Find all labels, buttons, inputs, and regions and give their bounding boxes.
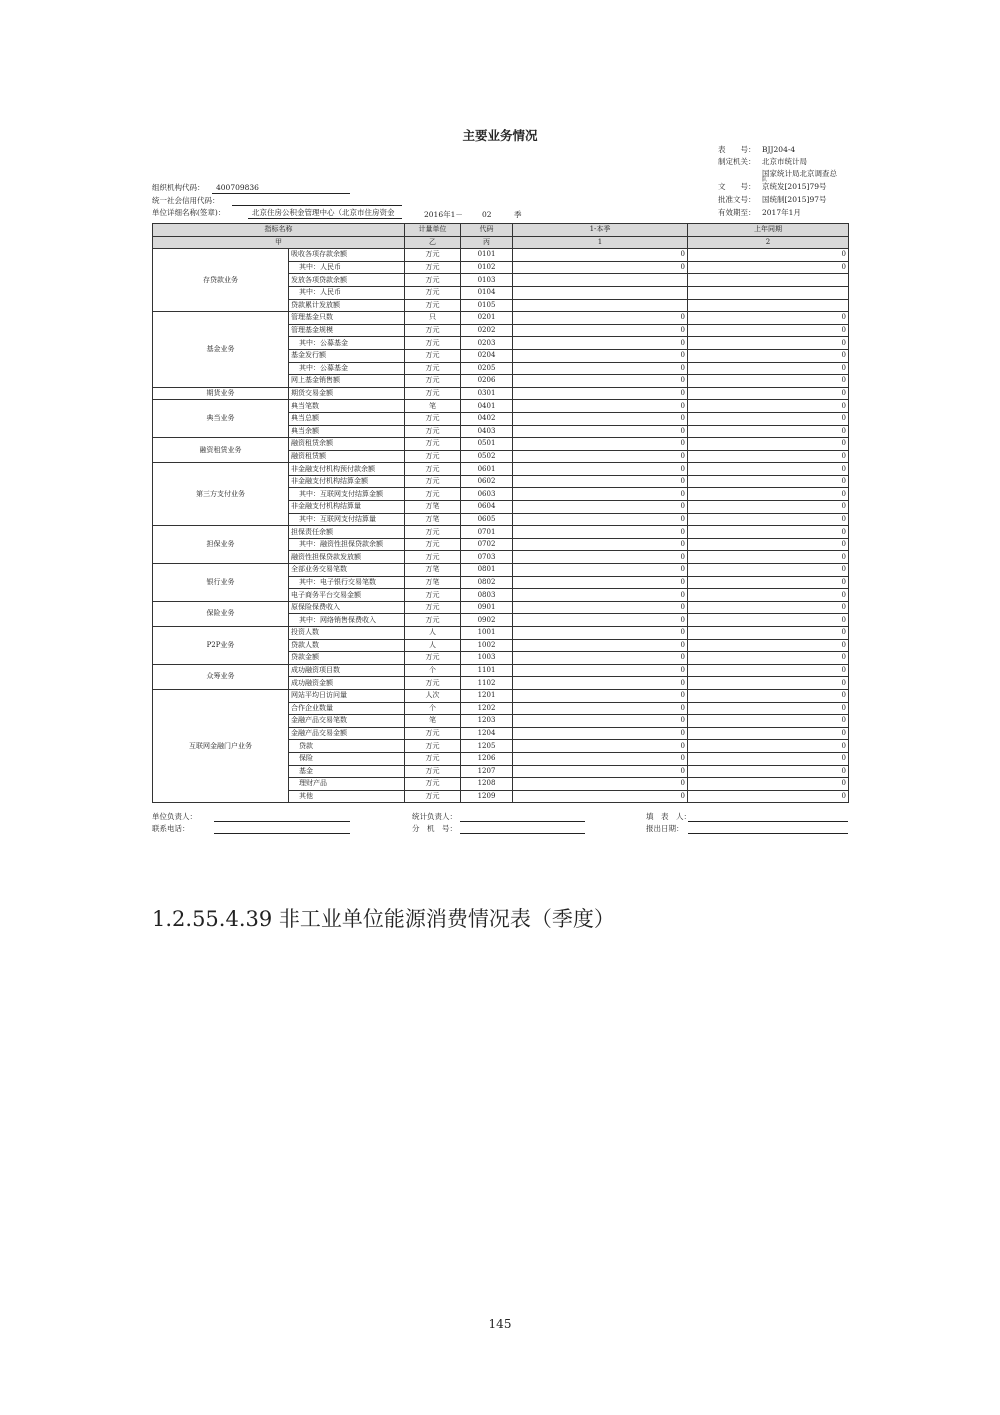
row-name: 管理基金只数: [289, 312, 405, 325]
form-title: 主要业务情况: [462, 128, 538, 143]
row-code: 0902: [461, 614, 513, 627]
row-current: 0: [513, 564, 688, 577]
row-current: 0: [513, 412, 688, 425]
row-unit: 万元: [405, 601, 461, 614]
row-code: 0701: [461, 526, 513, 539]
period-quarter: 02: [482, 210, 492, 219]
row-name: 其中：电子银行交易笔数: [289, 576, 405, 589]
filler-label: 填 表 人：: [646, 812, 691, 821]
row-name: 贷款: [289, 740, 405, 753]
row-code: 1203: [461, 715, 513, 728]
row-unit: 笔: [405, 715, 461, 728]
row-unit: 万笔: [405, 564, 461, 577]
row-name: 电子商务平台交易金额: [289, 589, 405, 602]
authority-2: 国家统计局北京调查总: [762, 169, 837, 178]
subheader-2: 2: [688, 236, 849, 249]
row-name: 融资租赁额: [289, 450, 405, 463]
row-code: 1102: [461, 677, 513, 690]
row-current: 0: [513, 790, 688, 803]
row-unit: 万元: [405, 261, 461, 274]
row-prior: 0: [688, 652, 849, 665]
row-code: 0604: [461, 501, 513, 514]
row-prior: 0: [688, 740, 849, 753]
row-prior: 0: [688, 551, 849, 564]
row-current: 0: [513, 526, 688, 539]
row-unit: 万元: [405, 778, 461, 791]
row-code: 0602: [461, 475, 513, 488]
table-row: [153, 387, 849, 400]
stats-head-line: [460, 821, 585, 822]
row-code: 0105: [461, 299, 513, 312]
row-unit: 万元: [405, 589, 461, 602]
row-current: 0: [513, 627, 688, 640]
row-name: 网上基金销售额: [289, 375, 405, 388]
doc-no: 京统发[2015]79号: [762, 182, 827, 191]
row-name: 基金发行额: [289, 349, 405, 362]
row-name: 管理基金规模: [289, 324, 405, 337]
row-prior: 0: [688, 601, 849, 614]
row-prior: 0: [688, 765, 849, 778]
row-current: 0: [513, 362, 688, 375]
row-unit: 万笔: [405, 576, 461, 589]
row-unit: 万元: [405, 740, 461, 753]
row-unit: 万元: [405, 362, 461, 375]
org-code-underline: [212, 193, 350, 194]
row-prior: 0: [688, 463, 849, 476]
row-code: 1003: [461, 652, 513, 665]
row-current: 0: [513, 387, 688, 400]
row-current: 0: [513, 337, 688, 350]
row-code: 0104: [461, 286, 513, 299]
row-name: 原保险保费收入: [289, 601, 405, 614]
row-prior: 0: [688, 627, 849, 640]
row-name: 非金融支付机构预付款余额: [289, 463, 405, 476]
category-cell: 保险业务: [153, 601, 289, 626]
row-name: 贷款累计发放额: [289, 299, 405, 312]
row-unit: 万元: [405, 286, 461, 299]
row-prior: 0: [688, 425, 849, 438]
header-row: [153, 224, 849, 237]
row-name: 其中：网络销售保费收入: [289, 614, 405, 627]
authority-label: 制定机关：: [718, 157, 756, 166]
row-prior: 0: [688, 513, 849, 526]
row-unit: 万元: [405, 438, 461, 451]
row-prior: 0: [688, 349, 849, 362]
row-unit: 万元: [405, 349, 461, 362]
category-cell: 银行业务: [153, 564, 289, 602]
period-year: 2016年1－: [424, 210, 463, 219]
row-code: 1202: [461, 702, 513, 715]
row-prior: 0: [688, 387, 849, 400]
row-current: 0: [513, 689, 688, 702]
row-name: 基金: [289, 765, 405, 778]
row-current: 0: [513, 576, 688, 589]
table-row: [153, 664, 849, 677]
category-cell: 典当业务: [153, 400, 289, 438]
row-unit: 人: [405, 639, 461, 652]
subheader-c: 丙: [461, 236, 513, 249]
row-current: 0: [513, 463, 688, 476]
row-name: 贷款人数: [289, 639, 405, 652]
row-prior: 0: [688, 576, 849, 589]
header-code: 代码: [461, 224, 513, 237]
row-code: 1208: [461, 778, 513, 791]
row-prior: 0: [688, 375, 849, 388]
row-unit: 万元: [405, 475, 461, 488]
row-current: 0: [513, 312, 688, 325]
row-name: 成功融资项目数: [289, 664, 405, 677]
row-code: 0901: [461, 601, 513, 614]
valid-label: 有效期至：: [718, 208, 756, 217]
row-code: 0601: [461, 463, 513, 476]
row-code: 0301: [461, 387, 513, 400]
category-cell: 期货业务: [153, 387, 289, 400]
row-code: 0801: [461, 564, 513, 577]
row-unit: 笔: [405, 400, 461, 413]
row-unit: 万元: [405, 752, 461, 765]
row-current: 0: [513, 715, 688, 728]
row-code: 0703: [461, 551, 513, 564]
category-cell: 第三方支付业务: [153, 463, 289, 526]
row-current: 0: [513, 538, 688, 551]
row-prior: 0: [688, 412, 849, 425]
subheader-b: 乙: [405, 236, 461, 249]
row-name: 贷款金额: [289, 652, 405, 665]
row-unit: 万元: [405, 412, 461, 425]
row-unit: 万元: [405, 551, 461, 564]
row-name: 其中：互联网支付结算量: [289, 513, 405, 526]
row-name: 合作企业数量: [289, 702, 405, 715]
row-prior: 0: [688, 501, 849, 514]
row-code: 0605: [461, 513, 513, 526]
row-current: 0: [513, 614, 688, 627]
row-code: 0101: [461, 249, 513, 262]
row-code: 0603: [461, 488, 513, 501]
row-code: 1001: [461, 627, 513, 640]
phone-label: 联系电话：: [152, 824, 190, 833]
row-name: 其中：融资性担保贷款余额: [289, 538, 405, 551]
row-code: 1209: [461, 790, 513, 803]
row-prior: 0: [688, 715, 849, 728]
form-no: BJJ204-4: [762, 145, 796, 154]
row-unit: 万笔: [405, 501, 461, 514]
row-code: 1205: [461, 740, 513, 753]
row-code: 0501: [461, 438, 513, 451]
header-indicator: 指标名称: [153, 224, 405, 237]
row-code: 0203: [461, 337, 513, 350]
table-row: [153, 689, 849, 702]
row-prior: 0: [688, 312, 849, 325]
authority-3: 队: [762, 177, 768, 183]
unit-head-label: 单位负责人：: [152, 812, 197, 821]
row-code: 0402: [461, 412, 513, 425]
row-prior: 0: [688, 400, 849, 413]
subheader-1: 1: [513, 236, 688, 249]
row-prior: 0: [688, 564, 849, 577]
extension-label: 分 机 号：: [412, 824, 457, 833]
row-code: 0205: [461, 362, 513, 375]
row-name: 金融产品交易笔数: [289, 715, 405, 728]
row-prior: 0: [688, 261, 849, 274]
row-current: [513, 299, 688, 312]
row-name: 非金融支付机构结算金额: [289, 475, 405, 488]
row-prior: [688, 274, 849, 287]
row-current: 0: [513, 702, 688, 715]
row-current: 0: [513, 740, 688, 753]
row-prior: 0: [688, 639, 849, 652]
extension-line: [460, 833, 585, 834]
row-prior: 0: [688, 778, 849, 791]
row-current: 0: [513, 488, 688, 501]
row-code: 0206: [461, 375, 513, 388]
row-prior: 0: [688, 526, 849, 539]
approval-label: 批准文号：: [718, 195, 756, 204]
row-unit: 只: [405, 312, 461, 325]
row-name: 典当总额: [289, 412, 405, 425]
approval-no: 国统制[2015]97号: [762, 195, 827, 204]
row-prior: [688, 299, 849, 312]
category-cell: P2P业务: [153, 627, 289, 665]
row-prior: 0: [688, 362, 849, 375]
category-cell: 基金业务: [153, 312, 289, 388]
header-prior: 上年同期: [688, 224, 849, 237]
section-heading: 1.2.55.4.39 非工业单位能源消费情况表（季度）: [152, 907, 615, 931]
row-unit: 万元: [405, 652, 461, 665]
table-row: [153, 601, 849, 614]
row-code: 1207: [461, 765, 513, 778]
report-date-line: [688, 833, 848, 834]
row-name: 担保责任余额: [289, 526, 405, 539]
org-code-label: 组织机构代码：: [152, 183, 205, 192]
row-current: 0: [513, 438, 688, 451]
row-prior: 0: [688, 614, 849, 627]
business-table: [152, 223, 849, 803]
row-unit: 万元: [405, 526, 461, 539]
filler-line: [688, 821, 848, 822]
row-prior: 0: [688, 790, 849, 803]
row-unit: 万元: [405, 274, 461, 287]
row-prior: 0: [688, 664, 849, 677]
row-current: 0: [513, 375, 688, 388]
row-unit: 万元: [405, 614, 461, 627]
row-unit: 万笔: [405, 513, 461, 526]
doc-no-label: 文 号：: [718, 182, 756, 191]
category-cell: 担保业务: [153, 526, 289, 564]
row-current: 0: [513, 652, 688, 665]
row-code: 0204: [461, 349, 513, 362]
category-cell: 融资租赁业务: [153, 438, 289, 463]
table-row: [153, 564, 849, 577]
row-current: 0: [513, 677, 688, 690]
row-prior: 0: [688, 450, 849, 463]
row-name: 其中：公募基金: [289, 337, 405, 350]
row-prior: 0: [688, 689, 849, 702]
row-prior: 0: [688, 538, 849, 551]
table-row: [153, 312, 849, 325]
row-current: 0: [513, 589, 688, 602]
row-prior: 0: [688, 337, 849, 350]
row-name: 网站平均日访问量: [289, 689, 405, 702]
subheader-a: 甲: [153, 236, 405, 249]
row-code: 0202: [461, 324, 513, 337]
unit-name-underline: [248, 218, 402, 219]
page-number: 145: [488, 1317, 512, 1331]
credit-code-label: 统一社会信用代码：: [152, 196, 220, 205]
row-current: 0: [513, 349, 688, 362]
row-current: 0: [513, 664, 688, 677]
row-current: 0: [513, 778, 688, 791]
phone-line: [214, 833, 350, 834]
row-name: 全部业务交易笔数: [289, 564, 405, 577]
row-prior: 0: [688, 727, 849, 740]
row-prior: 0: [688, 249, 849, 262]
header-current: 1-本季: [513, 224, 688, 237]
row-current: 0: [513, 475, 688, 488]
row-prior: 0: [688, 488, 849, 501]
row-code: 0103: [461, 274, 513, 287]
row-unit: 万元: [405, 765, 461, 778]
credit-code-underline: [232, 205, 402, 206]
category-cell: 存贷款业务: [153, 249, 289, 312]
row-prior: [688, 286, 849, 299]
row-name: 其中：人民币: [289, 286, 405, 299]
row-code: 1101: [461, 664, 513, 677]
header-unit: 计量单位: [405, 224, 461, 237]
valid-until: 2017年1月: [762, 208, 801, 217]
stats-head-label: 统计负责人：: [412, 812, 457, 821]
subheader-row: [153, 236, 849, 249]
row-unit: 万元: [405, 790, 461, 803]
row-code: 0802: [461, 576, 513, 589]
authority: 北京市统计局: [762, 157, 807, 166]
row-unit: 万元: [405, 425, 461, 438]
row-current: [513, 274, 688, 287]
row-unit: 人: [405, 627, 461, 640]
table-row: [153, 627, 849, 640]
row-current: 0: [513, 425, 688, 438]
row-current: 0: [513, 400, 688, 413]
category-cell: 众筹业务: [153, 664, 289, 689]
row-unit: 万元: [405, 387, 461, 400]
unit-name-label: 单位详细名称(签章)：: [152, 208, 226, 217]
row-code: 1002: [461, 639, 513, 652]
report-date-label: 报出日期：: [646, 824, 684, 833]
row-name: 典当余额: [289, 425, 405, 438]
row-current: 0: [513, 752, 688, 765]
row-prior: 0: [688, 752, 849, 765]
row-name: 成功融资金额: [289, 677, 405, 690]
row-current: 0: [513, 501, 688, 514]
row-prior: 0: [688, 475, 849, 488]
row-prior: 0: [688, 589, 849, 602]
row-unit: 万元: [405, 249, 461, 262]
row-current: 0: [513, 450, 688, 463]
table-row: [153, 463, 849, 476]
row-code: 0702: [461, 538, 513, 551]
row-name: 其中：人民币: [289, 261, 405, 274]
row-code: 0803: [461, 589, 513, 602]
row-unit: 万元: [405, 488, 461, 501]
row-unit: 万元: [405, 677, 461, 690]
row-current: 0: [513, 249, 688, 262]
row-name: 吸收各项存款余额: [289, 249, 405, 262]
row-name: 投资人数: [289, 627, 405, 640]
org-code: 400709836: [216, 183, 259, 192]
row-prior: 0: [688, 677, 849, 690]
row-current: 0: [513, 513, 688, 526]
row-prior: 0: [688, 438, 849, 451]
row-code: 1206: [461, 752, 513, 765]
table-row: [153, 526, 849, 539]
table-row: [153, 249, 849, 262]
row-code: 0502: [461, 450, 513, 463]
row-unit: 万元: [405, 538, 461, 551]
category-cell: 互联网金融门户业务: [153, 689, 289, 802]
row-name: 典当笔数: [289, 400, 405, 413]
row-name: 其中：互联网支付结算金额: [289, 488, 405, 501]
row-unit: 人次: [405, 689, 461, 702]
row-name: 融资租赁余额: [289, 438, 405, 451]
row-unit: 个: [405, 664, 461, 677]
unit-name: 北京住房公积金管理中心（北京市住房资金: [252, 208, 395, 217]
row-prior: 0: [688, 702, 849, 715]
row-current: 0: [513, 765, 688, 778]
row-code: 0401: [461, 400, 513, 413]
row-current: 0: [513, 601, 688, 614]
table-row: [153, 438, 849, 451]
row-unit: 万元: [405, 337, 461, 350]
row-name: 发放各项贷款余额: [289, 274, 405, 287]
row-code: 1201: [461, 689, 513, 702]
row-name: 期货交易金额: [289, 387, 405, 400]
row-name: 非金融支付机构结算量: [289, 501, 405, 514]
row-prior: 0: [688, 324, 849, 337]
row-unit: 万元: [405, 375, 461, 388]
row-unit: 个: [405, 702, 461, 715]
row-name: 其中：公募基金: [289, 362, 405, 375]
form-no-label: 表 号：: [718, 145, 756, 154]
row-unit: 万元: [405, 299, 461, 312]
row-code: 1204: [461, 727, 513, 740]
row-name: 理财产品: [289, 778, 405, 791]
row-current: 0: [513, 261, 688, 274]
period-unit: 季: [514, 210, 522, 219]
unit-head-line: [214, 821, 350, 822]
row-name: 融资性担保贷款发放额: [289, 551, 405, 564]
row-current: 0: [513, 727, 688, 740]
row-current: 0: [513, 551, 688, 564]
row-code: 0403: [461, 425, 513, 438]
row-name: 金融产品交易金额: [289, 727, 405, 740]
row-code: 0201: [461, 312, 513, 325]
table-body: [153, 224, 849, 803]
row-name: 保险: [289, 752, 405, 765]
table-row: [153, 400, 849, 413]
row-unit: 万元: [405, 727, 461, 740]
row-unit: 万元: [405, 463, 461, 476]
row-unit: 万元: [405, 324, 461, 337]
row-unit: 万元: [405, 450, 461, 463]
row-current: 0: [513, 324, 688, 337]
row-current: [513, 286, 688, 299]
row-name: 其他: [289, 790, 405, 803]
row-code: 0102: [461, 261, 513, 274]
row-current: 0: [513, 639, 688, 652]
